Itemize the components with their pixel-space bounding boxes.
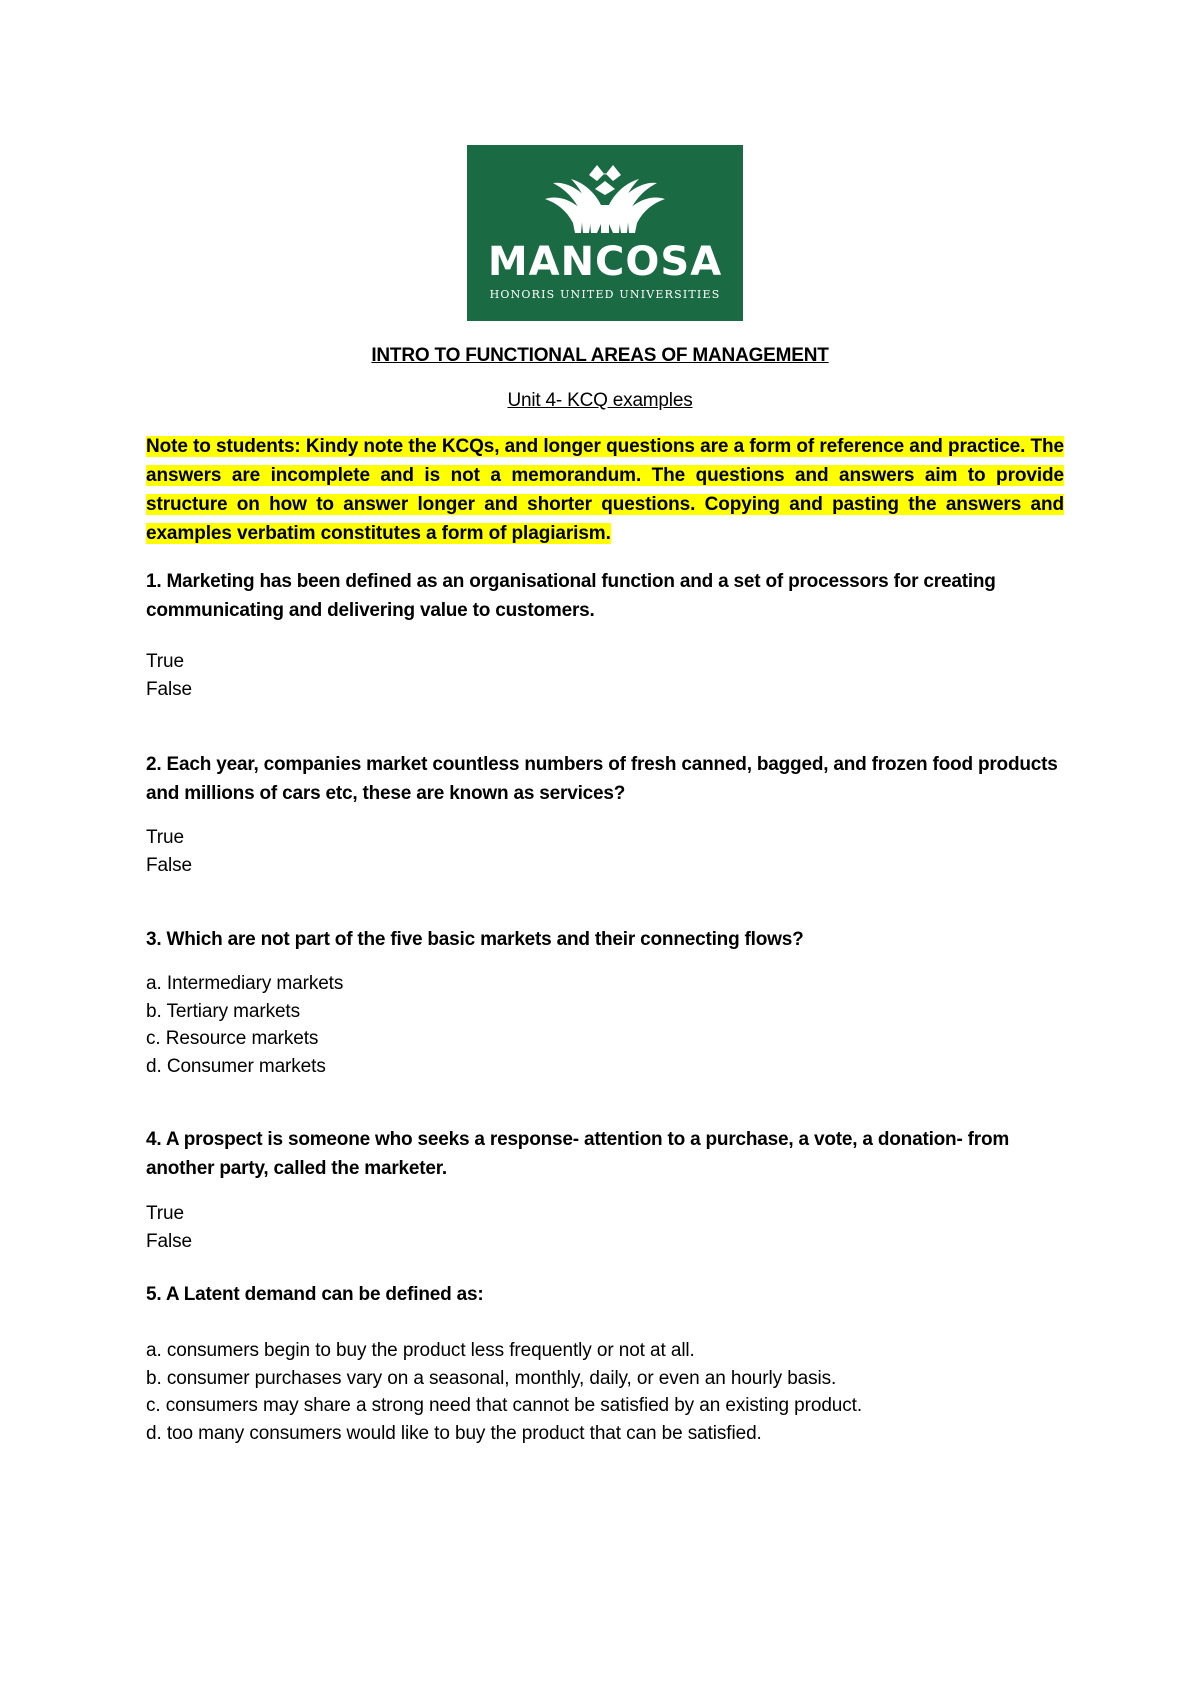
option: c. Resource markets: [146, 1028, 319, 1049]
option: a. Intermediary markets: [146, 973, 344, 994]
option: False: [146, 1230, 192, 1252]
note-text: Note to students: Kindy note the KCQs, and longer questions are a form of reference and practice. The answers are incomplete and is not a memorandum. The questions and answers aim to provide structure on how to answer longer and shorter questions. Copying and pasting the answers and examples verbatim constitutes a form of plagiarism.: [146, 436, 1064, 544]
option: d. Consumer markets: [146, 1055, 326, 1077]
option: True: [146, 827, 184, 848]
option: c. consumers may share a strong need that cannot be satisfied by an existing product.: [146, 1395, 863, 1416]
question-2: 2. Each year, companies market countless numbers of fresh canned, bagged, and frozen food products and millions of cars etc, these are known as services?: [146, 754, 1058, 804]
question-4: 4. A prospect is someone who seeks a response- attention to a purchase, a vote, a donation- from another party, called the marketer.: [146, 1129, 1010, 1179]
question-1-options: [146, 648, 1046, 703]
option: a. consumers begin to buy the product less frequently or not at all.: [146, 1340, 695, 1361]
document-subtitle: Unit 4- KCQ examples: [507, 390, 693, 411]
logo-wordmark: MANCOSA: [487, 239, 723, 285]
note-to-students: [146, 432, 1064, 548]
question-2-options: [146, 824, 1046, 879]
option: d. too many consumers would like to buy the product that can be satisfied.: [146, 1422, 762, 1444]
option: b. Tertiary markets: [146, 1000, 301, 1022]
option: True: [146, 651, 184, 672]
option: False: [146, 854, 192, 876]
question-4-options: [146, 1200, 1046, 1255]
option: True: [146, 1203, 184, 1224]
question-1: 1. Marketing has been defined as an organisational function and a set of processors for creating communicating and delivering value to customers.: [146, 571, 996, 621]
question-3: 3. Which are not part of the five basic markets and their connecting flows?: [146, 929, 804, 950]
question-3-options: [146, 970, 1046, 1080]
logo-tagline: HONORIS UNITED UNIVERSITIES: [489, 288, 721, 301]
document-title: INTRO TO FUNCTIONAL AREAS OF MANAGEMENT: [371, 345, 829, 366]
option: False: [146, 678, 192, 700]
question-5-options: [146, 1337, 1046, 1447]
mancosa-logo: [467, 145, 743, 321]
question-5: 5. A Latent demand can be defined as:: [146, 1284, 484, 1305]
option: b. consumer purchases vary on a seasonal, monthly, daily, or even an hourly basis.: [146, 1367, 837, 1389]
